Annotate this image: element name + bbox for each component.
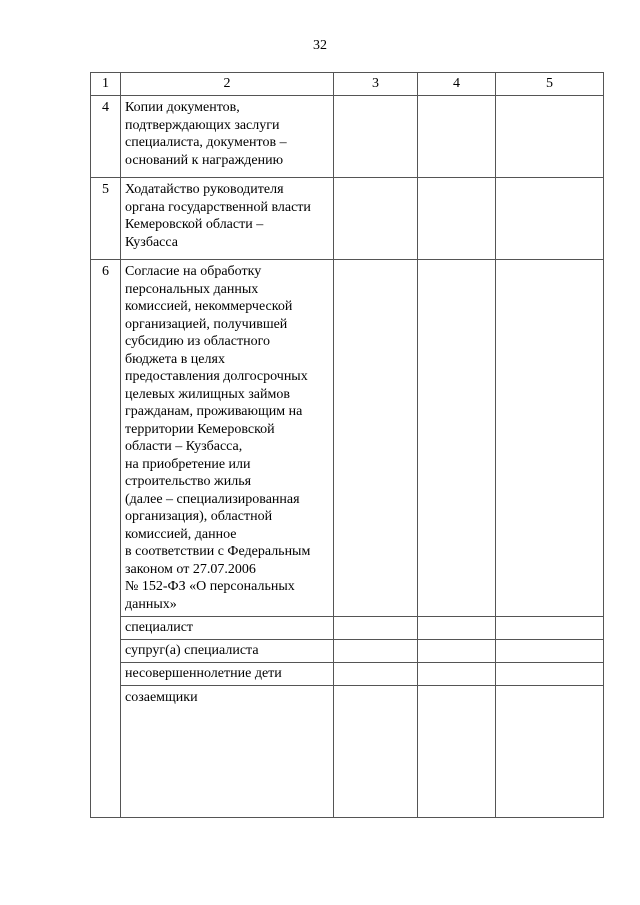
table-subrow — [91, 640, 604, 663]
empty-cell — [418, 178, 496, 260]
subrow-label: несовершеннолетние дети — [121, 663, 334, 686]
empty-cell — [496, 178, 604, 260]
subrow-label: созаемщики — [121, 686, 334, 818]
empty-cell — [334, 640, 418, 663]
empty-cell — [418, 640, 496, 663]
row-number: 6 — [91, 260, 121, 818]
empty-cell — [334, 686, 418, 818]
subrow-label: супруг(а) специалиста — [121, 640, 334, 663]
empty-cell — [418, 663, 496, 686]
header-cell-5: 5 — [496, 73, 604, 96]
table-row — [91, 260, 604, 617]
empty-cell — [496, 260, 604, 617]
document-table — [90, 72, 604, 818]
row-description: Ходатайство руководителя органа государственной власти Кемеровской области – Кузбасса — [121, 178, 334, 260]
table-row — [91, 178, 604, 260]
empty-cell — [496, 640, 604, 663]
empty-cell — [496, 686, 604, 818]
header-cell-3: 3 — [334, 73, 418, 96]
page-number: 32 — [313, 38, 327, 53]
empty-cell — [334, 260, 418, 617]
table-header-row — [91, 73, 604, 96]
empty-cell — [418, 617, 496, 640]
empty-cell — [418, 686, 496, 818]
empty-cell — [334, 96, 418, 178]
empty-cell — [496, 617, 604, 640]
row-number: 5 — [91, 178, 121, 260]
empty-cell — [496, 96, 604, 178]
empty-cell — [334, 178, 418, 260]
table-subrow — [91, 686, 604, 818]
row-description: Копии документов, подтверждающих заслуги специалиста, документов – оснований к награждению — [121, 96, 334, 178]
table-row — [91, 96, 604, 178]
header-cell-2: 2 — [121, 73, 334, 96]
row-description: Согласие на обработку персональных данных комиссией, некоммерческой организацией, получившей субсидию из областного бюджета в целях предоставления долгосрочных целевых жилищных займов гражданам, проживающим на территории Кемеровской области – Кузбасса, на приобретение или строительство жилья (далее – специализированная организация), областной комиссией, данное в соответствии с Федеральным законом от 27.07.2006 № 152-ФЗ «О персональных данных» — [121, 260, 334, 617]
row-number: 4 — [91, 96, 121, 178]
table-subrow — [91, 663, 604, 686]
empty-cell — [334, 663, 418, 686]
empty-cell — [418, 260, 496, 617]
empty-cell — [334, 617, 418, 640]
header-cell-1: 1 — [91, 73, 121, 96]
header-cell-4: 4 — [418, 73, 496, 96]
table-subrow — [91, 617, 604, 640]
empty-cell — [496, 663, 604, 686]
empty-cell — [418, 96, 496, 178]
subrow-label: специалист — [121, 617, 334, 640]
